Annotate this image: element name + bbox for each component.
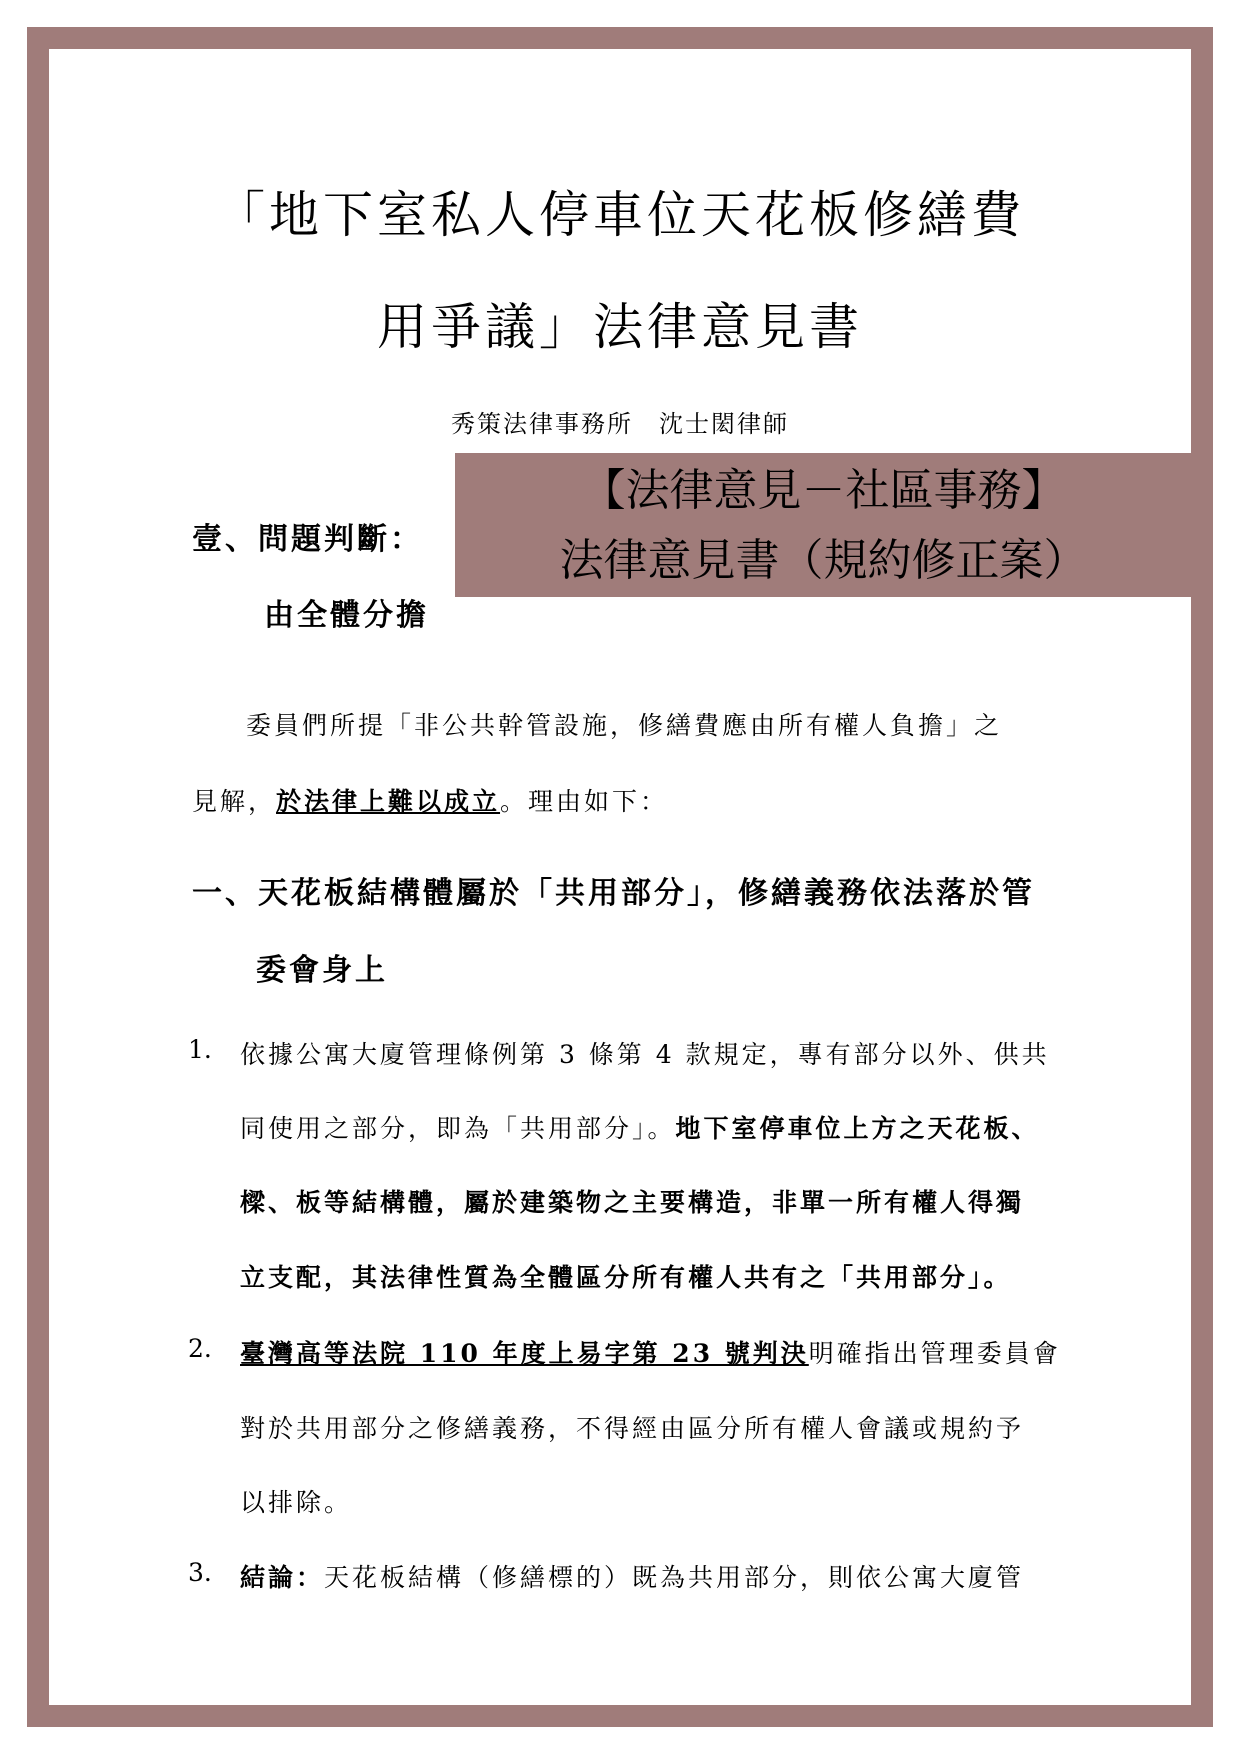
item-1-line-4: 立支配，其法律性質為全體區分所有權人共有之「共用部分」。 (240, 1263, 1012, 1292)
court-judgment-citation: 臺灣高等法院 110 年度上易字第 23 號判決 (240, 1339, 809, 1368)
intro-emphasis: 於法律上難以成立 (276, 787, 501, 816)
item-2-text: 明確指出管理委員會 (808, 1339, 1061, 1368)
intro-text-c: 。理由如下： (500, 787, 669, 816)
item-1-text: 同使用之部分，即為「共用部分」。 (240, 1114, 676, 1143)
item-number-1: 1. (188, 1035, 212, 1064)
section-heading: 壹、問題判斷： (192, 522, 423, 557)
section-subheading: 由全體分擔 (264, 598, 429, 633)
point-heading-line-2: 委會身上 (256, 953, 388, 988)
category-banner (455, 453, 1192, 597)
banner-line-1: 【法律意見－社區事務】 (581, 465, 1066, 516)
point-heading-line-1: 一、天花板結構體屬於「共用部分」，修繕義務依法落於管 (192, 876, 1035, 911)
item-3-line-1 (240, 1558, 1024, 1594)
item-1-bold-text: 地下室停車位上方之天花板、 (675, 1114, 1040, 1143)
intro-line-2 (192, 782, 668, 818)
author-line: 秀策法律事務所 沈士閎律師 (451, 410, 789, 438)
item-2-line-3: 以排除。 (240, 1488, 353, 1517)
item-3-text: 天花板結構（修繕標的）既為共用部分，則依公寓大廈管 (324, 1563, 1025, 1592)
intro-line-1: 委員們所提「非公共幹管設施，修繕費應由所有權人負擔」之 (246, 711, 1003, 740)
intro-text-a: 見解， (192, 787, 277, 816)
banner-line-2: 法律意見書（規約修正案） (559, 535, 1088, 586)
item-1-line-1: 依據公寓大廈管理條例第 3 條第 4 款規定，專有部分以外、供共 (240, 1040, 1050, 1069)
item-1-line-3: 樑、板等結構體，屬於建築物之主要構造，非單一所有權人得獨 (240, 1188, 1025, 1217)
conclusion-label: 結論： (240, 1563, 325, 1592)
item-1-line-2 (240, 1109, 1040, 1145)
item-2-line-2: 對於共用部分之修繕義務，不得經由區分所有權人會議或規約予 (240, 1414, 1025, 1443)
title-line-1: 「地下室私人停車位天花板修繕費 (215, 186, 1025, 244)
item-2-line-1 (240, 1334, 1061, 1370)
item-number-2: 2. (188, 1334, 212, 1363)
item-number-3: 3. (188, 1558, 212, 1587)
title-line-2: 用爭議」法律意見書 (377, 298, 863, 356)
